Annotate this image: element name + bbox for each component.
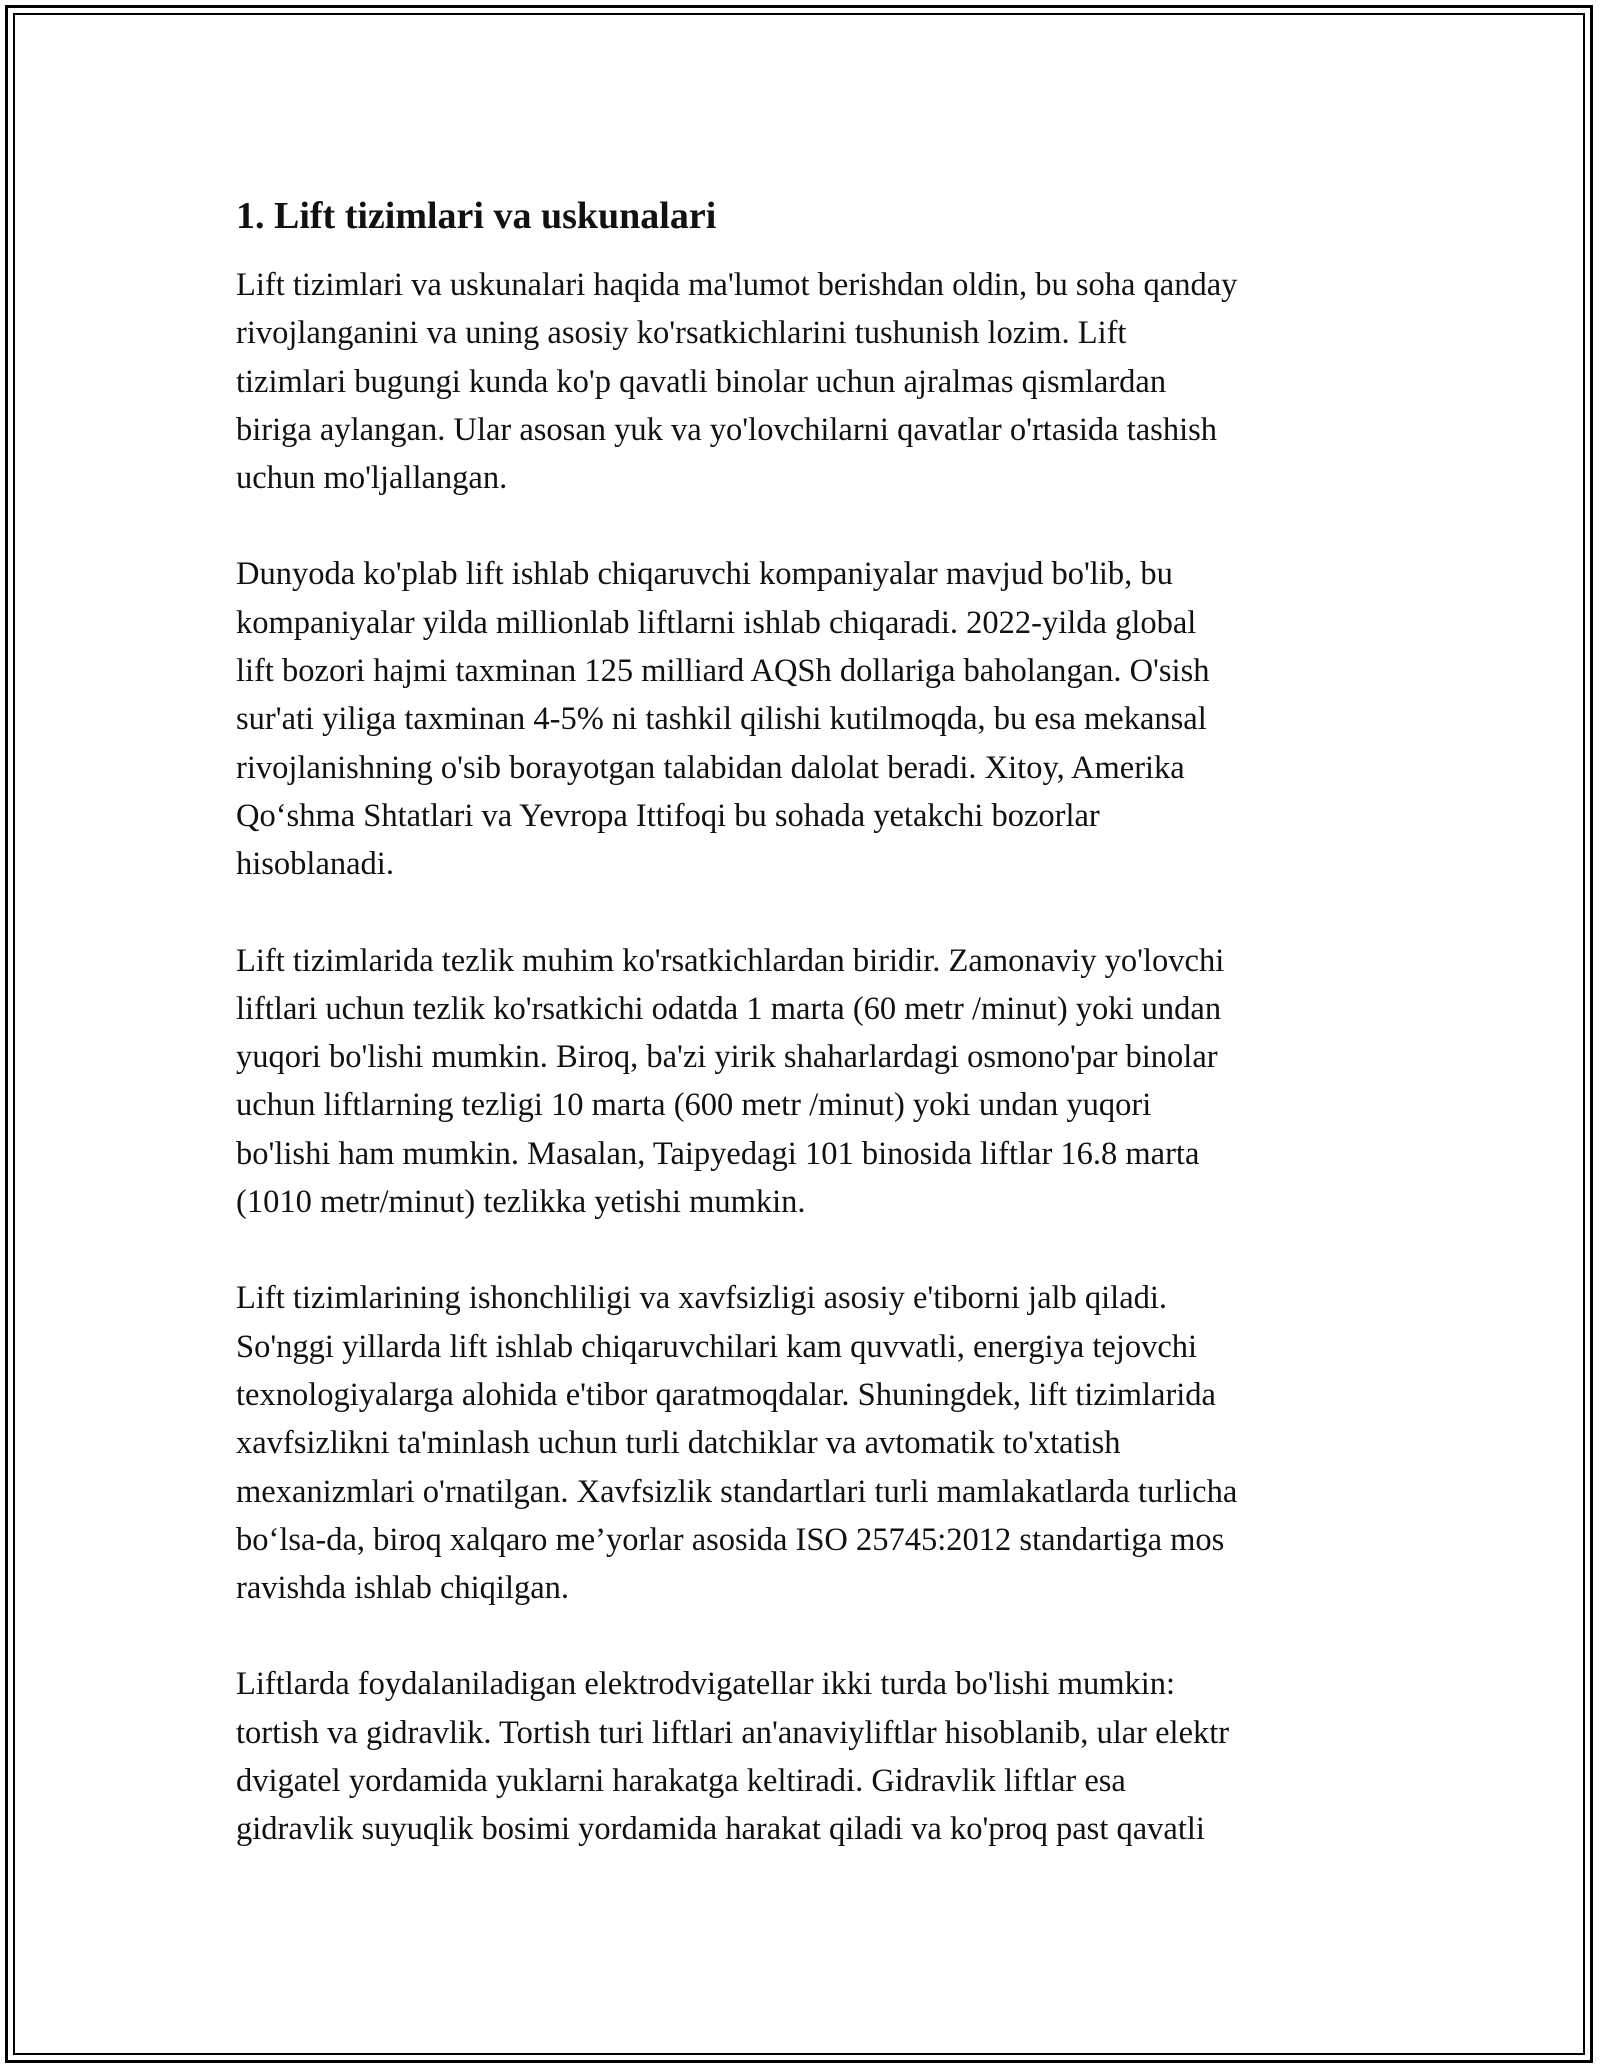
text-line: Qo‘shma Shtatlari va Yevropa Ittifoqi bu sohada yetakchi bozorlar <box>236 797 1100 834</box>
text-line: Lift tizimlarida tezlik muhim ko'rsatkichlardan biridir. Zamonaviy yo'lovchi <box>236 942 1225 979</box>
paragraph-list <box>236 261 1366 1854</box>
text-line: mexanizmlari o'rnatilgan. Xavfsizlik standartlari turli mamlakatlarda turlicha <box>236 1473 1238 1510</box>
text-line: So'nggi yillarda lift ishlab chiqaruvchilari kam quvvatli, energiya tejovchi <box>236 1328 1198 1365</box>
text-line: gidravlik suyuqlik bosimi yordamida harakat qiladi va ko'proq past qavatli <box>236 1811 1205 1848</box>
text-line: rivojlanishning o'sib borayotgan talabidan dalolat beradi. Xitoy, Amerika <box>236 749 1185 786</box>
paragraph <box>236 261 1366 502</box>
text-line: bo'lishi ham mumkin. Masalan, Taipyedagi 101 binosida liftlar 16.8 marta <box>236 1135 1200 1172</box>
text-line: uchun mo'ljallangan. <box>236 460 508 497</box>
text-line: Lift tizimlari va uskunalari haqida ma'lumot berishdan oldin, bu soha qanday <box>236 267 1238 303</box>
text-line: Dunyoda ko'plab lift ishlab chiqaruvchi kompaniyalar mavjud bo'lib, bu <box>236 556 1173 593</box>
paragraph <box>236 1274 1366 1612</box>
text-line: bo‘lsa-da, biroq xalqaro me’yorlar asosida ISO 25745:2012 standartiga mos <box>236 1521 1225 1558</box>
paragraph <box>236 550 1366 888</box>
text-line: dvigatel yordamida yuklarni harakatga keltiradi. Gidravlik liftlar esa <box>236 1763 1126 1800</box>
section-heading: 1. Lift tizimlari va uskunalari <box>236 195 717 237</box>
paragraph <box>236 937 1366 1227</box>
text-line: tortish va gidravlik. Tortish turi liftlari an'anaviyliftlar hisoblanib, ular elektr <box>236 1714 1230 1751</box>
text-line: hisoblanadi. <box>236 846 394 883</box>
text-line: biriga aylangan. Ular asosan yuk va yo'lovchilarni qavatlar o'rtasida tashish <box>236 411 1217 448</box>
text-line: sur'ati yiliga taxminan 4-5% ni tashkil qilishi kutilmoqda, bu esa mekansal <box>236 701 1207 738</box>
text-line: ravishda ishlab chiqilgan. <box>236 1570 570 1607</box>
text-line: (1010 metr/minut) tezlikka yetishi mumkin. <box>236 1184 806 1221</box>
text-line: rivojlanganini va uning asosiy ko'rsatkichlarini tushunish lozim. Lift <box>236 315 1127 352</box>
text-line: Lift tizimlarining ishonchliligi va xavfsizligi asosiy e'tiborni jalb qiladi. <box>236 1280 1168 1317</box>
text-line: texnologiyalarga alohida e'tibor qaratmoqdalar. Shuningdek, lift tizimlarida <box>236 1376 1216 1413</box>
text-line: xavfsizlikni ta'minlash uchun turli datchiklar va avtomatik to'xtatish <box>236 1425 1121 1462</box>
text-line: yuqori bo'lishi mumkin. Biroq, ba'zi yirik shaharlardagi osmono'par binolar <box>236 1039 1218 1076</box>
text-line: Liftlarda foydalaniladigan elektrodvigatellar ikki turda bo'lishi mumkin: <box>236 1666 1176 1703</box>
text-line: lift bozori hajmi taxminan 125 milliard AQSh dollariga baholangan. O'sish <box>236 653 1210 690</box>
text-line: tizimlari bugungi kunda ko'p qavatli binolar uchun ajralmas qismlardan <box>236 363 1167 400</box>
document-body <box>236 180 1366 1902</box>
text-line: kompaniyalar yilda millionlab liftlarni ishlab chiqaradi. 2022-yilda global <box>236 604 1197 641</box>
text-line: liftlari uchun tezlik ko'rsatkichi odatda 1 marta (60 metr /minut) yoki undan <box>236 990 1222 1027</box>
text-line: uchun liftlarning tezligi 10 marta (600 metr /minut) yoki undan yuqori <box>236 1087 1152 1124</box>
paragraph <box>236 1660 1366 1853</box>
